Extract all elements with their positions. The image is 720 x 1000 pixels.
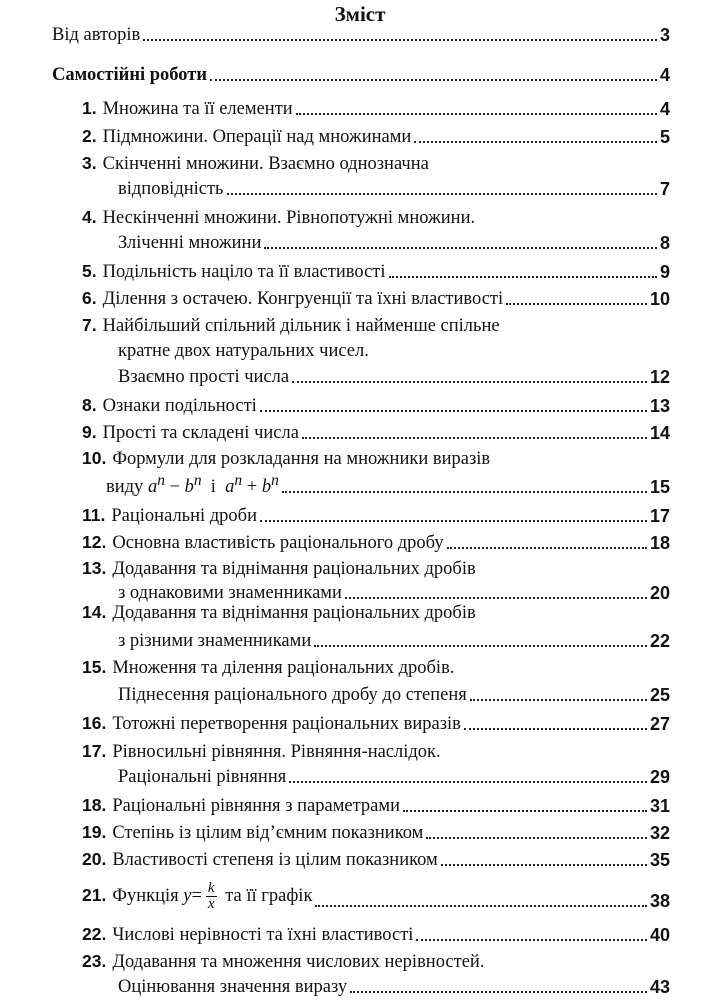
toc-page-number: 35	[649, 850, 670, 870]
dot-leader	[314, 645, 647, 647]
toc-item-number: 8.	[82, 395, 97, 415]
toc-page-number: 18	[649, 533, 670, 553]
toc-item-number: 15.	[82, 657, 107, 677]
toc-entry-label: Самостійні роботи	[52, 65, 208, 85]
dot-leader	[260, 410, 647, 412]
toc-item-5[interactable]	[82, 255, 670, 283]
toc-item-title: Функція	[112, 885, 179, 906]
toc-item-number: 1.	[82, 98, 97, 118]
dot-leader	[260, 520, 647, 522]
toc-page-number: 17	[649, 506, 670, 526]
toc-item-4[interactable]	[118, 226, 670, 254]
math-y: y	[183, 885, 192, 906]
toc-page-number: 15	[649, 477, 670, 497]
toc-item-20[interactable]	[82, 843, 670, 871]
toc-item-title: Нескінченні множини. Рівнопотужні множини.	[102, 208, 476, 228]
toc-page-number: 9	[659, 262, 670, 282]
toc-item-title: Основна властивість раціонального дробу	[112, 533, 444, 553]
toc-item-title-cont: Раціональні рівняння	[118, 767, 287, 787]
toc-item-number: 22.	[82, 924, 107, 944]
toc-item-14-line1	[82, 601, 476, 625]
toc-item-12[interactable]	[82, 526, 670, 554]
dot-leader	[447, 547, 647, 549]
toc-item-7[interactable]	[118, 360, 670, 388]
toc-item-number: 20.	[82, 849, 107, 869]
toc-item-title: Додавання та віднімання раціональних дробів	[112, 559, 476, 579]
toc-item-title: Додавання та множення числових нерівностей.	[112, 952, 485, 972]
toc-item-1[interactable]	[82, 92, 670, 120]
toc-item-number: 5.	[82, 261, 97, 281]
toc-page-number: 12	[649, 367, 670, 387]
toc-item-title: Раціональні дроби	[111, 506, 257, 526]
toc-item-number: 23.	[82, 951, 107, 971]
dot-leader	[506, 303, 647, 305]
toc-item-title: Прості та складені числа	[102, 423, 299, 443]
toc-item-10[interactable]	[106, 470, 670, 498]
dot-leader	[315, 905, 647, 907]
toc-item-18[interactable]	[82, 789, 670, 817]
toc-item-title: Додавання та віднімання раціональних дробів	[112, 603, 476, 623]
toc-item-15[interactable]	[118, 678, 670, 706]
dot-leader	[414, 141, 657, 143]
toc-item-title: Скінченні множини. Взаємно однозначна	[102, 154, 429, 174]
toc-item-16[interactable]	[82, 707, 670, 735]
toc-item-9[interactable]	[82, 416, 670, 444]
toc-item-number: 11.	[82, 505, 106, 525]
toc-item-title-cont: та її графік	[225, 885, 313, 906]
toc-item-3[interactable]	[118, 172, 670, 200]
toc-entry-independent-works[interactable]	[52, 58, 670, 86]
toc-page-number: 29	[649, 767, 670, 787]
toc-item-number: 7.	[82, 315, 97, 335]
toc-item-number: 9.	[82, 422, 97, 442]
toc-item-title: Множина та її елементи	[102, 99, 293, 119]
dot-leader	[464, 728, 647, 730]
toc-page-number: 3	[659, 25, 670, 45]
dot-leader	[470, 699, 647, 701]
toc-item-title: Формули для розкладання на множники виразів	[112, 449, 491, 469]
toc-page-number: 31	[649, 796, 670, 816]
toc-page-number: 4	[659, 65, 670, 85]
math-a-power-n: $a^n$	[225, 471, 243, 497]
math-b-power-n: $b^n$	[261, 471, 279, 497]
toc-item-7-line1	[82, 314, 500, 338]
toc-item-title: Подільність націло та її властивості	[102, 262, 386, 282]
toc-item-number: 12.	[82, 532, 107, 552]
toc-item-title: Тотожні перетворення раціональних виразів	[112, 714, 461, 734]
toc-page-number: 8	[659, 233, 670, 253]
toc-item-title: Множення та ділення раціональних дробів.	[112, 658, 455, 678]
toc-item-7-line2: кратне двох натуральних чисел.	[118, 341, 369, 361]
page-title: Зміст	[334, 2, 386, 26]
toc-item-title: Степінь із цілим від’ємним показником	[112, 823, 424, 843]
dot-leader	[289, 781, 647, 783]
toc-item-number: 18.	[82, 795, 107, 815]
dot-leader	[296, 113, 657, 115]
toc-item-2[interactable]	[82, 120, 670, 148]
dot-leader	[345, 597, 647, 599]
toc-item-title: Ділення з остачею. Конгруенції та їхні властивості	[102, 289, 504, 309]
toc-item-title-cont: з різними знаменниками	[118, 631, 312, 651]
dot-leader	[292, 381, 647, 383]
toc-entry-authors[interactable]	[52, 18, 670, 46]
toc-item-10-line1	[82, 447, 490, 471]
toc-page-number: 5	[659, 127, 670, 147]
toc-item-title-cont: Взаємно прості числа	[118, 367, 290, 387]
math-a-power-n: $a^n$	[147, 471, 165, 497]
toc-item-8[interactable]	[82, 389, 670, 417]
toc-item-number: 6.	[82, 288, 97, 308]
toc-item-title-cont: Оцінювання значення виразу	[118, 977, 348, 997]
toc-item-title-cont: виду $a^n - b^n$ і $a^n + b^n$	[106, 471, 279, 497]
dot-leader	[282, 491, 647, 493]
toc-page-number: 22	[649, 631, 670, 651]
toc-page-number: 7	[659, 179, 670, 199]
toc-item-number: 19.	[82, 822, 107, 842]
toc-item-number: 3.	[82, 153, 97, 173]
dot-leader	[389, 276, 657, 278]
toc-page-number: 38	[649, 891, 670, 911]
toc-item-14[interactable]	[118, 624, 670, 652]
dot-leader	[426, 837, 647, 839]
toc-item-title: Властивості степеня із цілим показником	[112, 850, 438, 870]
dot-leader	[143, 39, 657, 41]
toc-page-number: 14	[649, 423, 670, 443]
dot-leader	[441, 864, 647, 866]
dot-leader	[210, 79, 657, 81]
toc-item-6[interactable]	[82, 282, 670, 310]
toc-item-number: 10.	[82, 448, 107, 468]
dot-leader	[227, 193, 657, 195]
toc-item-number: 17.	[82, 741, 107, 761]
dot-leader	[302, 437, 647, 439]
toc-item-17[interactable]	[118, 760, 670, 788]
dot-leader	[350, 991, 647, 993]
toc-item-title-cont: з однаковими знаменниками	[118, 583, 342, 603]
toc-item-title: Ознаки подільності	[102, 396, 257, 416]
toc-item-number: 2.	[82, 126, 97, 146]
dot-leader	[416, 939, 647, 941]
dot-leader	[403, 810, 647, 812]
toc-item-19[interactable]	[82, 816, 670, 844]
math-fraction-k-over-x: $\frac{k}{x}$	[207, 880, 215, 912]
math-b-power-n: $b^n$	[184, 471, 202, 497]
toc-page-number: 32	[649, 823, 670, 843]
toc-page-number: 10	[649, 289, 670, 309]
toc-page-number: 4	[659, 99, 670, 119]
toc-item-title: Числові нерівності та їхні властивості	[112, 925, 414, 945]
toc-item-23[interactable]	[118, 970, 670, 998]
toc-item-21[interactable]	[82, 878, 670, 912]
toc-item-title: Найбільший спільний дільник і найменше спільне	[102, 316, 500, 336]
toc-page-number: 20	[649, 583, 670, 603]
math-equals: =	[191, 885, 202, 906]
toc-entry-label: Від авторів	[52, 25, 141, 45]
dot-leader	[264, 247, 657, 249]
toc-item-title-cont: Зліченні множини	[118, 233, 262, 253]
toc-item-title-cont: Піднесення раціонального дробу до степеня	[118, 685, 467, 705]
toc-item-title: Рівносильні рівняння. Рівняння-наслідок.	[112, 742, 441, 762]
toc-item-number: 16.	[82, 713, 107, 733]
toc-item-title-cont: відповідність	[118, 179, 224, 199]
toc-page-number: 40	[649, 925, 670, 945]
toc-page-number: 27	[649, 714, 670, 734]
toc-item-number: 4.	[82, 207, 97, 227]
toc-item-13[interactable]	[118, 576, 670, 604]
toc-page-number: 43	[649, 977, 670, 997]
toc-page-number: 25	[649, 685, 670, 705]
toc-item-number: 21.	[82, 884, 107, 905]
toc-item-15-line1	[82, 656, 454, 680]
toc-item-title: Підмножини. Операції над множинами	[102, 127, 412, 147]
toc-page-number: 13	[649, 396, 670, 416]
toc-item-title: Раціональні рівняння з параметрами	[112, 796, 400, 816]
toc-item-number: 14.	[82, 602, 107, 622]
toc-item-number: 13.	[82, 558, 107, 578]
toc-item-11[interactable]	[82, 499, 670, 527]
toc-item-22[interactable]	[82, 918, 670, 946]
